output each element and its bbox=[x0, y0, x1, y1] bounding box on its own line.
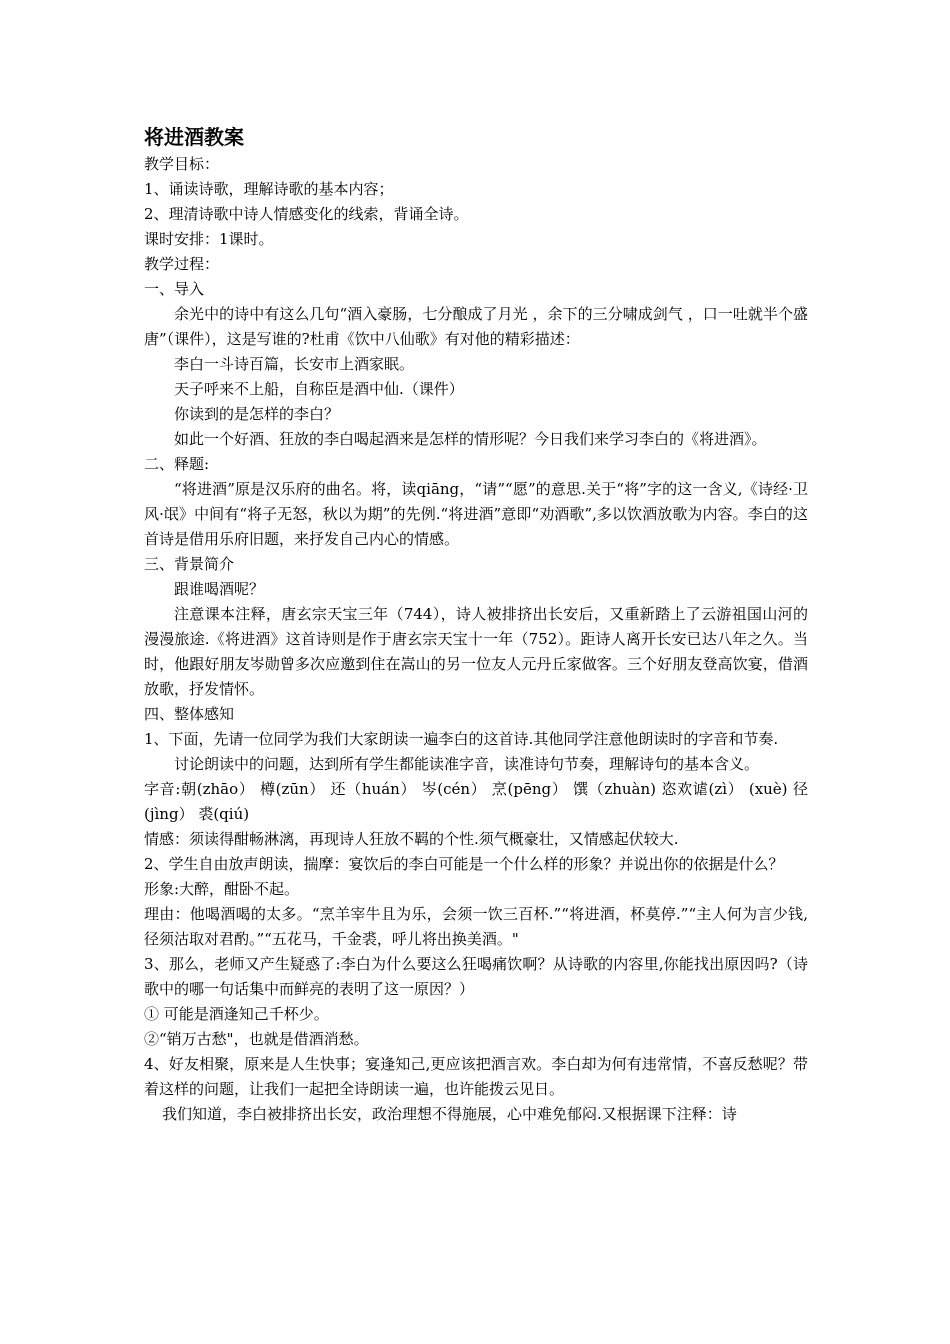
paragraph: 2、学生自由放声朗读，揣摩：宴饮后的李白可能是一个什么样的形象？并说出你的依据是什么？ bbox=[144, 855, 784, 873]
paragraph: 字音:朝(zhāo） 樽(zūn） 还（huán） 岑(cén） 烹(pēng） 馔（zhuàn) 恣欢谑(zì） (xuè) 径(jìng） 裘(qiú) bbox=[144, 780, 808, 823]
paragraph: 天子呼来不上船，自称臣是酒中仙.（课件） bbox=[174, 380, 464, 398]
paragraph: 二、释题: bbox=[144, 455, 210, 473]
paragraph: 4、好友相聚，原来是人生快事；宴逢知己,更应该把酒言欢。李白却为何有违常情，不喜反愁呢？带着这样的问题，让我们一起把全诗朗读一遍，也许能拨云见日。 bbox=[144, 1055, 808, 1098]
paragraph: 1、诵读诗歌，理解诗歌的基本内容； bbox=[144, 180, 394, 198]
paragraph: “将进酒”原是汉乐府的曲名。将，读qiāng，“请”“愿”的意思.关于“将”字的这一含义,《诗经·卫风·氓》中间有“将子无怒，秋以为期”的先例.“将进酒”意即“劝酒歌”,多以饮酒放歌为内容。李白的这首诗是借用乐府旧题，来抒发自己内心的情感。 bbox=[144, 480, 808, 548]
paragraph: 跟谁喝酒呢？ bbox=[174, 580, 265, 598]
paragraph: 余光中的诗中有这么几句“酒入豪肠，七分酿成了月光 ，余下的三分啸成剑气 ，口一吐就半个盛唐”（课件），这是写谁的?杜甫《饮中八仙歌》有对他的精彩描述： bbox=[144, 305, 808, 348]
paragraph: 教学过程： bbox=[144, 255, 220, 273]
paragraph: ②“销万古愁"，也就是借酒消愁。 bbox=[144, 1030, 369, 1048]
paragraph: 一、导入 bbox=[144, 280, 205, 298]
paragraph: 四、整体感知 bbox=[144, 705, 235, 723]
paragraph: 你读到的是怎样的李白？ bbox=[174, 405, 340, 423]
paragraph: 我们知道，李白被排挤出长安，政治理想不得施展，心中难免郁闷.又根据课下注释：诗 bbox=[162, 1105, 737, 1123]
paragraph: 课时安排：1课时。 bbox=[144, 230, 274, 248]
paragraph: 讨论朗读中的问题，达到所有学生都能读准字音，读准诗句节奏，理解诗句的基本含义。 bbox=[174, 755, 760, 773]
paragraph: 形象:大醉，酣卧不起。 bbox=[144, 880, 300, 898]
paragraph: 3、那么，老师又产生疑惑了:李白为什么要这么狂喝痛饮啊？从诗歌的内容里,你能找出原因吗?（诗歌中的哪一句话集中而鲜亮的表明了这一原因？） bbox=[144, 955, 808, 998]
document-body bbox=[144, 152, 808, 1127]
paragraph: 理由：他喝酒喝的太多。“烹羊宰牛且为乐，会须一饮三百杯.”“将进酒，杯莫停.”“主人何为言少钱,径须沽取对君酌。”“五花马，千金裘，呼儿将出换美酒。" bbox=[144, 905, 808, 948]
paragraph: 1、下面，先请一位同学为我们大家朗读一遍李白的这首诗.其他同学注意他朗读时的字音和节奏. bbox=[144, 730, 779, 748]
paragraph: 李白一斗诗百篇，长安市上酒家眠。 bbox=[174, 355, 415, 373]
paragraph: ① 可能是酒逢知己千杯少。 bbox=[144, 1005, 329, 1023]
document-page bbox=[144, 122, 808, 1127]
paragraph: 三、背景简介 bbox=[144, 555, 235, 573]
paragraph: 注意课本注释，唐玄宗天宝三年（744），诗人被排挤出长安后，又重新踏上了云游祖国山河的漫漫旅途.《将进酒》这首诗则是作于唐玄宗天宝十一年（752）。距诗人离开长安已达八年之久。当时，他跟好朋友岑勋曾多次应邀到住在嵩山的另一位友人元丹丘家做客。三个好朋友登高饮宴，借酒放歌，抒发情怀。 bbox=[144, 605, 808, 698]
paragraph: 2、理清诗歌中诗人情感变化的线索，背诵全诗。 bbox=[144, 205, 469, 223]
paragraph: 如此一个好酒、狂放的李白喝起酒来是怎样的情形呢？今日我们来学习李白的《将进酒》。 bbox=[174, 430, 767, 448]
document-title: 将进酒教案 bbox=[144, 125, 244, 149]
paragraph: 教学目标： bbox=[144, 155, 220, 173]
paragraph: 情感：须读得酣畅淋漓，再现诗人狂放不羁的个性.须气概豪壮，又情感起伏较大. bbox=[144, 830, 679, 848]
